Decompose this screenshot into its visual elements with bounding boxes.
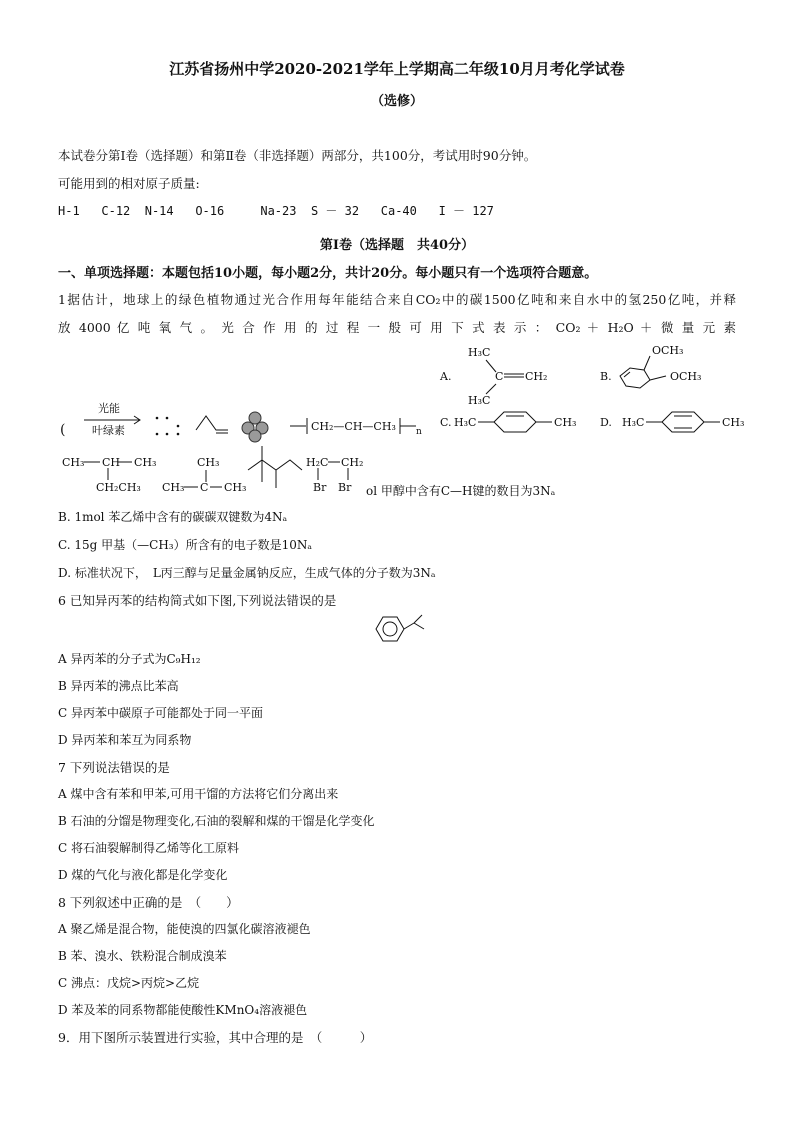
s1-ch3-left: CH₃ (62, 456, 85, 469)
option-d-ch3: CH₃ (722, 416, 745, 429)
q8-stem: 8 下列叙述中正确的是 （ ） (58, 895, 239, 910)
q5-option-a-tail: ol 甲醇中含有C—H键的数目为3Nₐ (366, 484, 556, 498)
mass-h: H-1 (58, 204, 80, 218)
q8-option-d: D 苯及苯的同系物都能使酸性KMnO₄溶液褪色 (58, 1003, 308, 1017)
atomic-masses (58, 202, 494, 219)
option-b-och3-right: OCH₃ (670, 370, 702, 383)
mass-i: I － 127 (438, 204, 494, 218)
s4-br-right: Br (338, 481, 352, 494)
s1-ch: CH (102, 456, 121, 469)
polymer-n: n (416, 427, 422, 437)
arrow-label-top: 光能 (98, 402, 120, 415)
s2-ch3-top: CH₃ (197, 456, 220, 469)
q6-option-c: C 异丙苯中碳原子可能都处于同一平面 (58, 706, 263, 720)
option-b-och3-top: OCH₃ (652, 344, 684, 357)
q6-option-b: B 异丙苯的沸点比苯高 (58, 679, 179, 693)
mass-s: S － 32 (310, 204, 360, 218)
propene-skeletal (196, 416, 228, 430)
polymer-formula: CH₂—CH—CH₃ (311, 420, 396, 433)
ball-model-icon (242, 412, 268, 442)
arrow-label-bottom: 叶绿素 (92, 424, 125, 437)
option-b-label: B. (600, 370, 612, 383)
option-d-benzene-ring (662, 412, 704, 432)
mass-n: N-14 (144, 204, 174, 218)
q6-option-a: A 异丙苯的分子式为C₉H₁₂ (58, 652, 201, 666)
option-a-c: C (495, 370, 504, 383)
option-a-h3c-top: H₃C (468, 346, 491, 359)
page-subtitle: （选修） (370, 94, 423, 109)
page-title: 江苏省扬州中学2020-2021学年上学期高二年级10月月考化学试卷 (169, 60, 625, 78)
option-d-label: D. (600, 416, 612, 429)
s4-ch2: CH₂ (341, 456, 364, 469)
option-a-h3c-bottom: H₃C (468, 394, 491, 407)
q9-stem: 9．用下图所示装置进行实验，其中合理的是 （ ） (58, 1030, 373, 1045)
option-a-label: A. (440, 370, 452, 383)
s1-ch3-right: CH₃ (134, 456, 157, 469)
s3-skeletal (248, 460, 302, 470)
q5-option-b: B. 1mol 苯乙烯中含有的碳碳双键数为4Nₐ (58, 510, 288, 524)
q7-stem: 7 下列说法错误的是 (58, 760, 170, 775)
option-c-label: C. (440, 416, 452, 429)
option-a-ch2: CH₂ (525, 370, 548, 383)
mass-o: O-16 (195, 204, 225, 218)
mass-na: Na-23 (260, 204, 297, 218)
intro-line-2: 可能用到的相对原子质量: (58, 176, 200, 191)
mass-c: C-12 (101, 204, 131, 218)
q7-option-c: C 将石油裂解制得乙烯等化工原料 (58, 841, 239, 855)
s1-ch2ch3: CH₂CH₃ (96, 481, 141, 494)
q7-option-d: D 煤的气化与液化都是化学变化 (58, 868, 228, 882)
s2-ch3-right: CH₃ (224, 481, 247, 494)
q5-option-d: D. 标准状况下， L丙三醇与足量金属钠反应，生成气体的分子数为3Nₐ (58, 566, 436, 580)
option-d-h3c: H₃C (622, 416, 645, 429)
isopropylbenzene-structure (372, 612, 432, 646)
s2-ch3-left: CH₃ (162, 481, 185, 494)
q7-option-a: A 煤中含有苯和甲苯,可用干馏的方法将它们分离出来 (58, 787, 339, 801)
q1-line-2: 放 4000 亿 吨 氧 气 。 光 合 作 用 的 过 程 一 般 可 用 下 式 表 示 ： CO₂ ＋ H₂O ＋ 微 量 元 素 (58, 320, 736, 335)
q8-option-c: C 沸点：戊烷>丙烷>乙烷 (58, 976, 200, 990)
q8-option-b: B 苯、溴水、铁粉混合制成溴苯 (58, 949, 227, 963)
s4-br-left: Br (313, 481, 327, 494)
option-c-cyclohexene-ring (494, 412, 536, 432)
open-paren: ( (60, 422, 66, 438)
option-b-benzene-ring (620, 368, 650, 388)
section-1-title: 第Ⅰ卷（选择题 共40分） (319, 238, 475, 253)
q1-line-1: 1据估计，地球上的绿色植物通过光合作用每年能结合来自CO₂中的碳1500亿吨和来自水中的氢250亿吨，并释 (58, 292, 736, 307)
s4-h2c: H₂C (306, 456, 329, 469)
section-1-heading: 一、单项选择题：本题包括10小题，每小题2分，共计20分。每小题只有一个选项符合题意。 (58, 266, 598, 281)
q6-option-d: D 异丙苯和苯互为同系物 (58, 733, 192, 747)
option-c-ch3: CH₃ (554, 416, 577, 429)
q5-option-c: C. 15g 甲基（—CH₃）所含有的电子数是10Nₐ (58, 538, 313, 552)
electron-dots (156, 417, 180, 436)
intro-line-1: 本试卷分第Ⅰ卷（选择题）和第Ⅱ卷（非选择题）两部分，共100分，考试用时90分钟。 (58, 148, 537, 163)
chemistry-structures-figure (0, 340, 794, 500)
s2-c: C (200, 481, 209, 494)
option-c-h3c: H₃C (454, 416, 477, 429)
q6-stem: 6 已知异丙苯的结构简式如下图,下列说法错误的是 (58, 593, 337, 608)
q8-option-a: A 聚乙烯是混合物，能使溴的四氯化碳溶液褪色 (58, 922, 311, 936)
mass-ca: Ca-40 (380, 204, 417, 218)
q7-option-b: B 石油的分馏是物理变化,石油的裂解和煤的干馏是化学变化 (58, 814, 375, 828)
